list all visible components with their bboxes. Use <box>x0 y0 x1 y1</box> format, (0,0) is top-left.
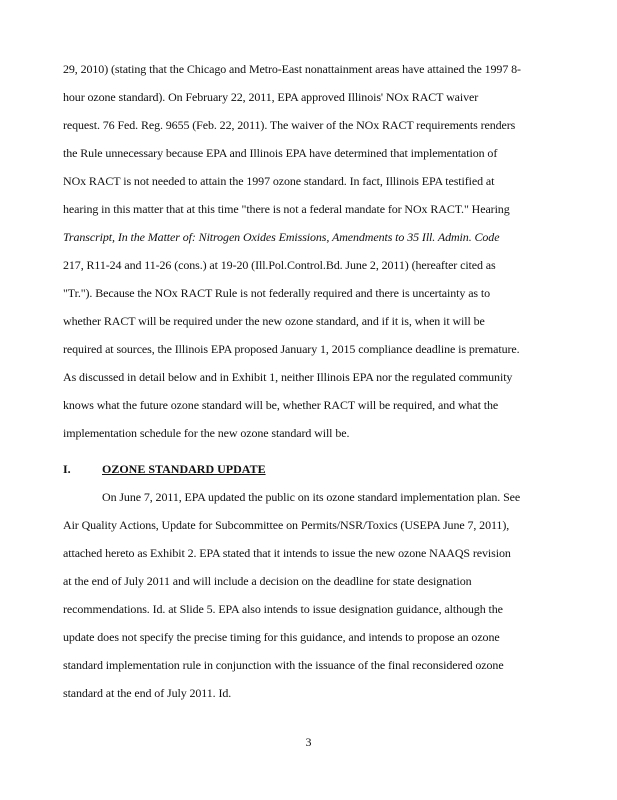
section-number: I. <box>63 462 71 476</box>
body-text-line: Air Quality Actions, Update for Subcommittee on Permits/NSR/Toxics (USEPA June 7, 2011), <box>63 518 510 532</box>
body-text-line: the Rule unnecessary because EPA and Illinois EPA have determined that implementation of <box>63 146 498 160</box>
body-text-line: On June 7, 2011, EPA updated the public on its ozone standard implementation plan. See <box>102 490 521 504</box>
body-text-line: standard at the end of July 2011. Id. <box>63 686 232 700</box>
body-text-line: standard implementation rule in conjunction with the issuance of the final reconsidered ozone <box>63 658 504 672</box>
body-text-line: As discussed in detail below and in Exhibit 1, neither Illinois EPA nor the regulated community <box>63 370 513 384</box>
body-text-line: "Tr."). Because the NOx RACT Rule is not federally required and there is uncertainty as to <box>63 286 491 300</box>
body-text-line: hour ozone standard). On February 22, 2011, EPA approved Illinois' NOx RACT waiver <box>63 90 479 104</box>
page-number: 3 <box>305 735 312 749</box>
body-text-line: required at sources, the Illinois EPA proposed January 1, 2015 compliance deadline is premature. <box>63 342 520 356</box>
body-text-line: implementation schedule for the new ozone standard will be. <box>63 426 350 440</box>
body-text-line: knows what the future ozone standard will be, whether RACT will be required, and what the <box>63 398 499 412</box>
body-text-line: 217, R11-24 and 11-26 (cons.) at 19-20 (Ill.Pol.Control.Bd. June 2, 2011) (hereafter cited as <box>63 258 496 272</box>
body-text-line: hearing in this matter that at this time "there is not a federal mandate for NOx RACT." Hearing <box>63 202 510 216</box>
body-text-line: at the end of July 2011 and will include a decision on the deadline for state designation <box>63 574 472 588</box>
body-text-line: recommendations. Id. at Slide 5. EPA also intends to issue designation guidance, although the <box>63 602 503 616</box>
body-text-line: NOx RACT is not needed to attain the 1997 ozone standard. In fact, Illinois EPA testified at <box>63 174 495 188</box>
body-text-line: 29, 2010) (stating that the Chicago and Metro-East nonattainment areas have attained the 1997 8- <box>63 62 521 76</box>
body-text-line: Transcript, In the Matter of: Nitrogen Oxides Emissions, Amendments to 35 Ill. Admin. Code <box>63 230 500 244</box>
body-text-line: update does not specify the precise timing for this guidance, and intends to propose an ozone <box>63 630 500 644</box>
section-title: OZONE STANDARD UPDATE <box>102 462 266 476</box>
body-text-line: attached hereto as Exhibit 2. EPA stated that it intends to issue the new ozone NAAQS revision <box>63 546 511 560</box>
body-text-line: whether RACT will be required under the new ozone standard, and if it is, when it will be <box>63 314 485 328</box>
body-text-line: request. 76 Fed. Reg. 9655 (Feb. 22, 2011). The waiver of the NOx RACT requirements renders <box>63 118 516 132</box>
